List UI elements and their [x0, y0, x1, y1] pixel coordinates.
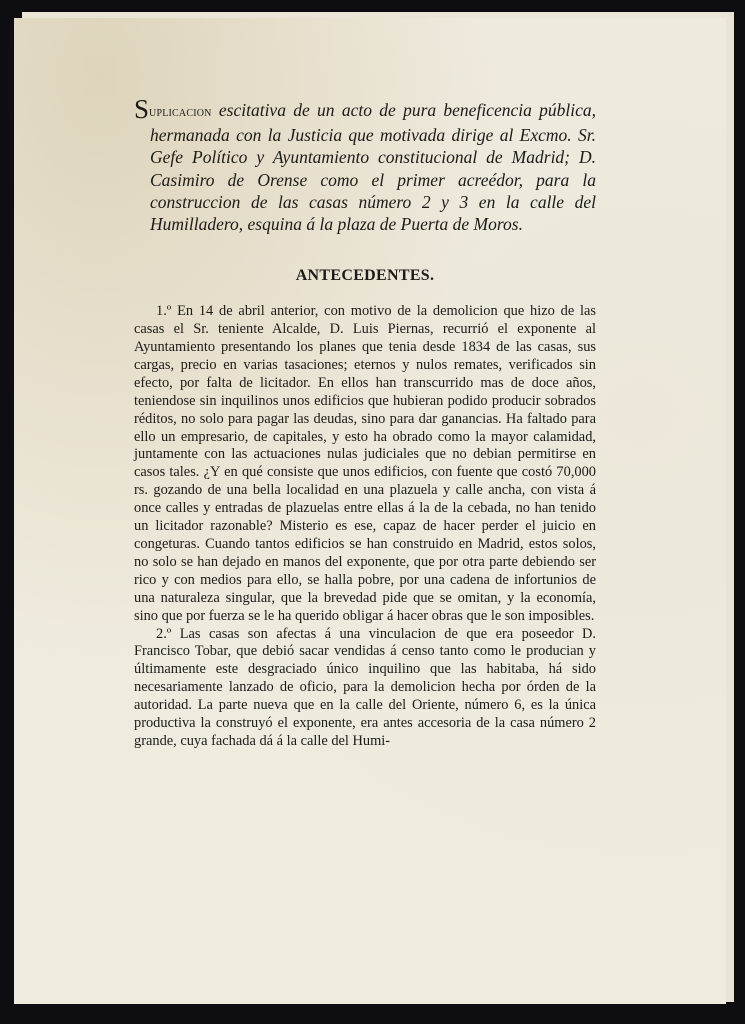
paragraph-number: 1.º: [156, 303, 172, 320]
section-heading: ANTECEDENTES.: [295, 267, 435, 285]
paragraph-1: [134, 303, 596, 625]
title-text: escitativa de un acto de pura beneficencia pública, hermanada con la Justicia que motivada dirige al Excmo. Sr. Gefe Político y Ayuntamiento constitucional de Madrid; D. Casimiro de Orense como el primer acreédor, para la construccion de las casas número 2 y 3 en la calle del Humilladero, esquina á la plaza de Puerta de Moros.: [150, 100, 596, 235]
paragraph-text: En 14 de abril anterior, con motivo de la demolicion que hizo de las casas el Sr. teniente Alcalde, D. Luis Piernas, recurrió el exponente al Ayuntamiento presentando los planes que tenia desde 1834 de las casas, sus cargas, precio en varias tasaciones; eternos y nulos remates, verificados sin efecto, por falta de licitador. En ellos han transcurrido mas de doce años, teniendose sin inquilinos unos edificios que hubieran podido producir sobrados réditos, no solo para pagar las deudas, sino para dar ganancias. Ha faltado para ello un empresario, de capitales, y esto ha obrado como la mayor calamidad, juntamente con las actuaciones nulas judiciales que no debian permitirse en casos tales. ¿Y en qué consiste que unos edificios, con fuente que costó 70,000 rs. gozando de una bella localidad en una plazuela y calle ancha, con vista á once calles y entradas de plazuelas entre ellas á la de la cebada, no han tenido un licitador razonable? Misterio es ese, capaz de hacer perder el juicio en congeturas. Cuando tantos edificios se han construido en Madrid, estos solos, no solo se han dejado en manos del exponente, que por otra parte debiendo ser rico y con medios para ello, se halla pobre, por una cadena de infortunios de una naturaleza singular, que la brevedad pide que se omitan, y la economía, sino que por fuerza se le ha querido obligar á hacer obras que le son imposibles.: [134, 303, 596, 624]
paragraph-text: Las casas son afectas á una vinculacion de que era poseedor D. Francisco Tobar, que debió sacar vendidas á censo tanto como le producian y últimamente este desgraciado único inquilino que las habitaba, há sido necesariamente lanzado de oficio, para la demolicion hecha por órden de la autoridad. La parte nueva que en la calle del Oriente, número 6, es la única productiva la construyó el exponente, era antes accesoria de la casa número 2 grande, cuya fachada dá á la calle del Humi-: [134, 625, 596, 749]
title-smallcaps: uplicacion: [149, 105, 212, 120]
document-body: [134, 94, 596, 751]
paragraph-number: 2.º: [156, 625, 172, 642]
paragraph-2: [134, 626, 596, 751]
title-initial: S: [134, 94, 150, 124]
document-title: [134, 94, 596, 235]
